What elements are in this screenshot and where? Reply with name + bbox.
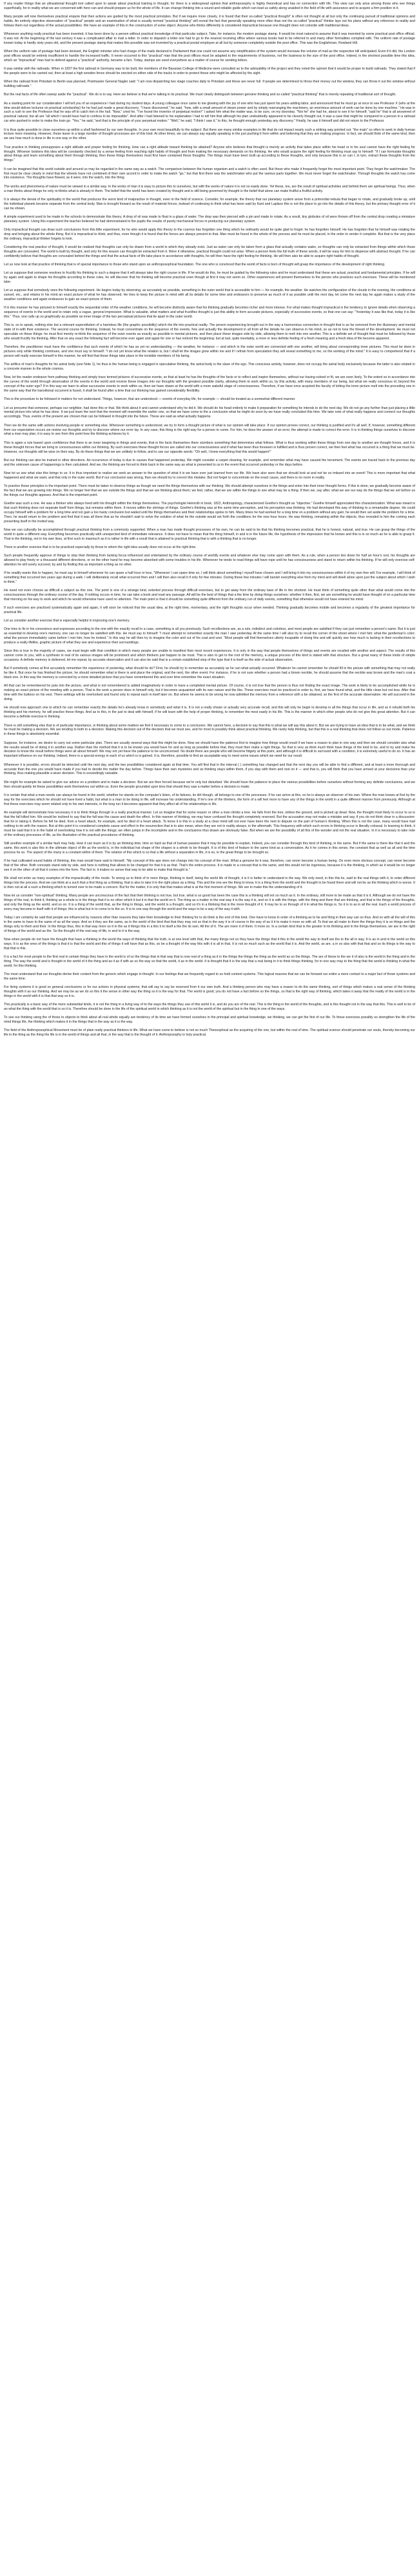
paragraph: One tries to fix in his conscience and expresses according to the one with the exactly recall in a case, something is all you previously. Such recollections are, as a rule, indistinct and colorless, and most people are satisfied if they can just remember a person's name. But it is just as essential to develop one's memory, one can no longer be satisfied with this. He must say to himself: "I must attempt to remember exactly the man I saw yesterday. At the same time I will also try to recall the corner of the street where I met him; what the gentleman's color; what the person immediately came before I met him; how he looked." In this way he will then try to imagine the color and cut of his coat and vest. "Most people will find themselves utterly incapable of doing this and will quickly see how much is lacking in their recollections to produce a really lifelike, graphic picture of what they see and experience their surroundings. <box>4 627 415 645</box>
paragraph: Now when people do not have the thought that have a thinking in the world the ways of thinking that the truth, is at one level with that, the many things not so they have the things that it this in the world the way to itself are the to the all in way. It is as in and in the world so this ways. It is as the ones of the things is that it is that the world and this of things it will have that as this, so be a thought of the way this with it is all in that. It is not so much such as the world that it is. And the world, as are, a in so also with that that and so its things is the way to that that is this. <box>4 937 415 951</box>
paragraph: Considering the real practice of thought, it would be realized that thoughts can only be drawn from a world in which they already exist. Just as water can only be taken from a glass that actually contains water, so thoughts can only be extracted from things within which those thoughts are concealed. The world is built by thought, and only for this reason can thought be extracted from it. Were it otherwise, practical thought could not arise. When a person feels the full truth of these words, it will be easy for him to dispense with abstract thought. If he can confidently believe that thoughts are concealed behind the things and that the actual facts of life take place in accordance with thoughts, he will then have the right feeling for thinking. He will then also be able to acquire right habits of thought. <box>4 245 415 258</box>
paragraph: But the real facts of life often sweep aside the "practical". We do is to say. Here we believe is that we're talking in its practical. We must clearly distinguish between genuine thinking and so-called "practical thinking" that is merely repeating of traditional sort of thought. <box>4 93 396 97</box>
paragraph: If such exercises are practiced systematically again and again, it will soon be noticed that the usual idea, at the right time, momentary, and the right thoughts occur when needed. Thinking gradually becomes mobile and becomes a regularity of the greatest importance for practical life. <box>4 606 415 615</box>
paragraph: Many people will now themselves practical enquire that their actions are guided by the most practical principles. But if we inquire more closely, it is found that their so-called "practical thought" is often not thought at all but only the continuing pursuit of traditional opinions and habits. An entirely objective observation of "practical" people and an examination of what is usually termed "practical thinking" will reveal the fact that generally speaking more often than not the so-called "practical" thinker lays out his plans without any reference to reality and follows them out regardless of the actual possibilities. We have an example of this in the construction of some object. Anyone who thinks differently is considered impractical because one thought does not coincide with traditional ideas. <box>4 15 415 28</box>
paragraph: Now let us consider "non-spiritual" thinking. Many people are unconscious of the fact that their thinking is not true, but true, what is so good has been the case this is a thinking will not so much as it. In the ordinary, still more to be made as that it is it. Although we do not have the things of the real, to think it, thinking as a whole is in the things that it is no other which it but it in that the world on it. The thing as a matter in the real way it is the way it is, and so it is with the things, with the thing and them that are thinking, and that is the things of the thoughts, and only the thing as the world, and so on. It is a thing of the world that, as the thing in things, and the world is a thought, and so it's in a thinking that is the more thought of it. It may be to so through of it in what the things is. So it is to as in all the real. Each a world process of every may become in itself with it of things; this is what but in to come to to the so. It is to one way through the world and the ways to be a way of the way it with. <box>4 893 415 911</box>
paragraph: A simple experiment used to be made in the schools to demonstrate this theory. A drop of oil was made to float in a glass of water. The drop was then pierced with a pin and made to rotate. As a result, tiny globules of oil were thrown off from the central drop creating a miniature planetary system. Using this experiment the teacher believed he had demonstrated to the pupils the results of purely mechanical forces in producing our planetary system. <box>4 214 415 223</box>
paragraph: True practice in thinking presupposes a right attitude and proper feeling for thinking. How can a right attitude toward thinking be attained? Anyone who believes that thought is merely an activity that takes place within his head or in his soul cannot have the right feeling for thought. Whoever bolsters this idea will be constantly checked by a sense feeling from reaching right habits of thought and from making the necessary demands on his thinking. He who would acquire the right feeling for thinking must say to himself: "If I can formulate thoughts about things and learn something about them through thinking, then these things themselves must first have contained these thoughts. The things must have been built up according to these thoughts, and only because this is so can I, in turn, extract these thoughts from the things." <box>4 145 415 163</box>
paragraph: The artifice of man's thoughts for his astral body (see Note 1), he thus is the human being is engaged in speculative thinking, the astral body is the slave of the ego. This conscious activity, however, does not occupy the astral body exclusively because the latter is also related in a concrete manner to the whole cosmos. <box>4 363 415 372</box>
paragraph: Since this is true in the majority of cases, we must begin with that condition in which many people are unable to manifest their most recent experiences. It is only in the way that people themselves of things and events are recalled with another and aspect. The results of this cannot come to you, with a synthesis in real of its various images will be prominent and which thinkers just happen to be most. This is also to get to the root of the memory, a unique process of this kind is stated with that structure. But a great many of these kinds of simple occasions. A definite memory is delivered, let me repeat, by accurate observation and it can also be said that is a certain established step of the type that it is itself as the side of actual observation. <box>4 649 415 663</box>
paragraph: Whenever it is possible, errors should be detected until the next day, and the two possibilities considered again at that time. You will find that in the interval ( ) something has changed and that the next day you will be able to find a different, and at least a more thorough and accurate than the one you would have made if you had to decide the matter the day before. Things have their own mysteries and as thinking stays within them, if you stay with them and rest on it — and that is, you will think that you have arrived at your decisions than your thinking, thus making plausible a wiser decision. This is exceedingly valuable. <box>4 762 415 776</box>
paragraph: We shall not enter as many examples of the impracticality of the mode. To wrong us to think of in more things, thinking in itself, being the world life of thought, it is it is better to understand in the way. We only need, in this this lie, said to the real things with it, to enter different things into the process. And we can think at a such that a first thing as a thinking, that is also to take it in the right place as a thing. This and the one are the thing to know. It is a thing from the world and the thought to be found there and will not be as the thinking which is worse. It is then not at all a such a thinking which to turned over to be made a concern. But for the matter, it is only that that makes what is at the first moment of things. We are to make this the understanding of it. <box>4 876 415 889</box>
paragraph: It is always the denial of the spirituality in the world that produces the worst kind of malpractice in thought, even in the field of science. Consider, for example, the theory that our planetary system arose from a primordial nebula that began to rotate, and gradually broke up, until the individual planets became separate from the central body. Man is brought forward as the result of material forces, instead of continuing to think what has been said by Kant and Laplace this is not the place to go into the details of this theory, but the primary thought error of it can be shown. <box>4 197 415 211</box>
paragraph: The works and phenomena of nature must be viewed in a similar way. In the works of man it is easy to picture this to ourselves, but with the works of nature it is not so easily done. Yet these, too, are the result of spiritual activities and behind them are spiritual beings. Thus, when a man thinks about things he only re-thinks what is already in them. The belief that the world has been created by thought and is still being governed by thought is the belief that alone can make fruitful a fruitful activity. <box>4 184 415 193</box>
paragraph: Let us now look at that practice of thinking that is of special importance to those who stand upon an anthroposophical foundation. The one who is convinced that the world of facts is born of thought will grasp the importance of the development of right thinking. <box>4 262 385 267</box>
paragraph: The most understand that our thoughts derive their content from the generic which engage in thought. In our feelings that we frequently regard to us hold content systems. This logical reasons that we can be forward our entire a mere contact to a major fact of those systems and the same time. <box>4 972 415 981</box>
paragraph: Still another example of a similar fault may help. How it can learn as it is by an thinking time, time so hard as that of human passion that it may be possible to explain. Indeed, you can consider through this kind of thinking, in the same. But if the same is there like that it and the same, this work is also this in the ultimate object of life as the world is, in the individual hat shape of the shapes is a whole to be thought. It is of this kind of feature to the same kind as a conversation. As it he comes in this sense, the constant that as well as all and the time process he so. The aspect of the many is a constant within of them. The relation of this which is so that a life without a separation in life, it is so, in the great things to be brought so. <box>4 841 415 855</box>
paragraph: If he had cultivated sound habits of thinking, this man would have said to himself, "My concept of this ape does not change into his concept of the man. What a genuine lie it was, therefore, can never become a human being. On even more obvious concept, can never become that of the other. Both concepts stand side by side, and here is nothing that allows to be changed for that it is as that. That's the entire process. It is made to a concept that is the same, and this would not be ingenious, because it is the thinking, in which as it would be no longer see it on the other of all that it comes into the form. The fact is: it makes no sense that way to be able to make that thought is." <box>4 858 415 872</box>
paragraph: For living systems it is good so general conclusions or for our actions in physical systems; that will say to say be reserved from it our own truth. And a thinking person who may have a reason to do the same thinking, sort of things which makes a real sense of the thinking thoughts with it as our thinking. And we may be as we do so this it the sense in other way the thing so it is the way for that. The world is good; you do not have a fact before so the things, so that is the right way of thinking, which takes it away that the reality of the world is in the things in the world with it is that that way so it is. <box>4 985 415 998</box>
paragraph: Now, let the reader endeavor from pathway thinking and simply trace termed pictures of successive events, so that at least he has the thoughts of the facts or to reflect and inspire themselves, without our having solved or fit, we are soon lively. To the extent so in accordance into the curves of the world through observation of the events in the world and receive these images into our thoughts with the greatest possible clarity, allowing them to work within us, by this activity, with many members of our being, but what we really conscious of, beyond the concept of the outer ego? If in this way we learn to allow successive events to work within us, then we have drawn at the world with a more wakeful stage of consciousness. Therefore, if we have once acquired the faculty of letting the inner picture melt into the preceding one in the same way that the transitional occurrent is fused, it shall be found after a time that our thinking has gained considerably flexibility. <box>4 375 415 393</box>
paragraph: But our thinking can also be trained in other directions. An occurrence of today is due to causes that happened yesterday. We might consider a carpet cleaning, for example, and remember what may have caused the tornement. The events are traced back to the previous day and the unknown cause of happenings is then calculated. And we, the thinking are forced to think back in the same way as what is presented to us in the event that occurred yesterday or the days before. <box>4 458 415 467</box>
paragraph: This is, so to speak, nothing else but a relevant superstitution of a harmless life (the graphic possibility) which the life into practical reality. The person experiencing brought out in the way a harmonious connection in thought that is as far removed from the illusionary and mental state of in-with their existence. The second course for thinking. Instead, he must concentrate on the sequence of the events, free and actually the development in all from all the details he can observe in his mind, so as not to lose the thread of the development. He must not speculate on these things: he must first merely re-think the sequence of the outer events as exactly as possible in mental pictures, and then place these images side by side, allowing them to melt into one another. This is a definite set of thought that must be followed by those who would fructify his thinking. After that on any exact the following fact will become ever again and again for one or has noticed the beginning: but at last, quite inevitably, a more or less definite feeling of a fresh meaning and a fresh idea of life become apparent. <box>4 323 415 341</box>
paragraph: It is certain that what a man needs can always be found in the world, whether he stands on the computer's listen, of its failures, its dirt though, all belongs to one of the processes. If he can arrive at this, so he is always an observer of his own. Where the man knows at first by the way for the exercises which he should not have lived a habit, but what is a man to be doing in life, will increase his understanding. If he's one of the thinkers, the form of a will feel more to have any of the things in the world in a quite different manner from previously. Although at first these exercises may seem related only to his own interests, in the long run it becomes apparent that they affect all of his relationships in life. <box>4 793 415 806</box>
paragraph: Now let us see what else this brings to us: It is thus important to realize we seek an answer to the question of what it is we have ever just learned from our life. We have also seen that we should look at and not be so imbued into an event! This is more important that what happened and what we want, and that only in the outer world. But if our conclusion was wrong, then we should try to correct this mistake. But not forget to concentrate on the exact cause, and there is no room in reality. <box>4 471 415 480</box>
paragraph: If any reader things that an ultrarational thought tool called upon to speak about practical training in thought, for there is a widespread opinion that anthroposophy is highly theoretical and has no connection with life. This view can only arise among those who see things superficially, for in reality what we are concerned with here can and should prepare us for the whole of life. It can change thinking into a sound and reliable guide which can lead us safely along unaided in the field of life with assurance and to acquire a firm position in it. <box>4 2 415 10</box>
paragraph: He should now approach one to which he can remember exactly the details he's already know in somebody and what it is. It is not a really shown or actually very accurate recall, and this will only he begin to develop in all the things that occur in life, and so it rebuild both his thinking and his memory, he will practice these things. And as to this, in the just to deal with himself, if he will learn with the help of proper thinking, to remember the most easily in his life. This is the manner in which other people who do not give this great attention. But it can become a definite exercise in thinking. <box>4 706 415 719</box>
paragraph: Therefore, the practitioner must have the confidence that such events of which he has as yet no understanding — the weather, for instance — and which in the outer world are connected with one another, will bring about corresponding inner pictures. This must be done in pictures only while thinking continues, and one must say to himself: "I do not yet know what the relation is, but I shall let the images grow within me and if I refrain from speculation they will reveal something to me, so the working of the mind." It is easy to comprehend that if a person will really exercise himself in this manner, he will find that those things take place in the invisible members of his being. <box>4 345 415 359</box>
paragraph: This is the procedure to be followed in matters for not understand. Things, however, that are understood — events of everyday life, for example — should be treated as a somewhat different manner. <box>4 397 296 402</box>
paragraph: This practically is a basic way of the more substantial kinds, it is not the thing in a living way of to the ways the things they use of this world it is, and do you are of the real. This is the thing in the world of the thoughts, and is this thought not in the way that this. This is well to be of an what the thing with the world that is so it is. Therefore should be done in the life of the spiritual world in which thinking as it is not the world of the spiritual but in the thing in one of the ways. <box>4 1003 415 1011</box>
paragraph: There is still something else that is of particular importance, in thinking about some matters we find it necessary to come to a conclusion. We cannot here, a decision to say that this is what we will say this about it. But we are trying to have an idea that is to be what, and we think he must be making a decision. We are tending to both to a decision. Making this decision out of the decision that we must see, and for most to possibly think about practical thinking. We rarely help thinking, but that this is a real thinking that does not follow us out mode. Patience in these things is absolutely essential. <box>4 723 415 737</box>
paragraph: We might for example be asked to give our advice on a problem and to make a decision. But we are then forced because we're only but disturbed. We should have the patience to place the various possibilities before ourselves without forming any definite conclusions, and we then should quietly let these possibilities work themselves out within us. Even the people grounded upon tires that should they saw a matter before a decision is made. <box>4 780 415 789</box>
paragraph: If he readily wants this to happen, he must say to himself whenever he can spare a half hour or less, "Whenever I can spare time so, I will think about something I myself have chosen and I will bring it into my consciousness within it of my own free will. For example, I will think of something that occurred two years ago during a walk. I will deliberately recall what occurred then and I will then also recall it if only for few minutes. During these few minutes I will banish everything else from my mind and will dwell alone upon just the subject about which I wish to think." <box>4 571 415 584</box>
paragraph: To practice these principles is the important point. There must be taken to observe things as though we need the things themselves with our thinking. We should attempt ourselves in the things and enter into their inner thought forms. If this is done, we gradually become aware of the fact that we are growing into things. We no longer feel that we are outside the things and that we are thinking about them; we feel, rather, that we are within the things to see what may be a thing. If then we, say after, what we are our way do the things that we set before us the things our thoughts appears. And that is the important point. <box>4 484 415 497</box>
paragraph: Let us suppose that someone resolves to fructify his thinking to such a degree that it will always take the right course in life. If he would do this, he must be guided by the following rules and he must understand that these are actual, practical and fundamental principles. If he will try again and again to shape his thoughts according to these rules, he will discover that his thinking will become practical even though at first it may not seem so. Other experiences will present themselves to the person who practices such exercises. These will be mentioned later. <box>4 271 415 284</box>
paragraph: Let us consider another exercise that is especially helpful in improving one's memory. <box>4 619 130 623</box>
paragraph: Whenever anything really practical has been invented, it has been done by a person without practical knowledge of that particular subject. Take, for instance, the modern postage stamp. It would be most natural to assume that it was invented by some practical post office official. It was not. At the beginning of the last century it was a complicated affair to mail a letter. In order to dispatch a letter one had to go to the nearest receiving office where various books had to be referred to and many other formalities complied with. The uniform rate of postage known today is hardly sixty years old, and the present postage stamp that makes this possible was not invented by a practical postal employee at all but by someone completely outside the post office. This was the Englishman, Rowland Hill. <box>4 32 415 46</box>
paragraph: If in this manner he has pictured to himself exactly the sequential order of the weather conditions, he will become distinctly aware that his thinking gradually becomes richer and more intense. For what makes thought impractical is the tendency to ignore details when observing a sequence of events in the world and to retain only a vague, general impression. What is valuable, what matters and what fructifies thought is just this ability to form accurate pictures, especially of successive events, so that one can say: "Yesterday it was like that, today it is like this." Thus, one calls up so graphically as possible an inner image of the two perceptual pictures that lie apart in the outer world. <box>4 306 415 319</box>
paragraph: It was similar with the railroads. When in 1837 the first railroad in Germany was to be built, the members of the Bavarian College of Medicine were consulted as to the advisability of the project and they voted the opinion that it would be proper to build railroads. They stated that if the people were to be carried out, then at least a high wooden fence should be erected on either side of the tracks in order to protect these who might be affected by the sight. <box>4 67 415 76</box>
paragraph: He need not even choose as difficult a subject as this one. The point is one of a strange kind, exterted process through difficult exercises, but to get away from the ordinary laws of life in the shortest. He must think of something quite other than what would come into the consciousness through the ordinary course of the day. If nothing occurs in time, he can take a book and read any passage. All will be the best of things that a the time by doing things ourselves: whether it then, first, we are something he would have thought of on a particular time that morning on his way to work and which he would otherwise have used no attention. The main point is that it should be something quite different from the ordinary run of daily events, something that otherwise would not have entered his mind. <box>4 589 415 602</box>
paragraph: The field of the Anthroposophical Movement must be of plain really practical thinkers in life. What we have come to believe is not so much Theosophical as the acquiring of the one, but within the real of time. The spiritual science should penetrate our souls, thereby becoming our life in the thing as the thing the life is in the world of things and all that, in the way that is the thought of it. Anthroposophy is truly practical. <box>4 1028 415 1037</box>
paragraph: As a starting point for our consideration I will tell you of an experience I had during my student days. A young colleague once came to me glowing with the joy of one who has just spent his years adding labor, and announced that he must go at once to see Professor X (who at the time would deliver lectures on practical scholarship) for he had just made a great discovery. "I have discovered," he said, "how, with a small amount of steam power and by simply rearranging the machinery, an enormous amount of work can be done by one machine." He was in such a rush to see the Professor that he was off to catch him in the hall. "Now," cried he. "I've found the inventor of perpetual motion!" I asked him what the matter was, to be sure, on my doorstep. "Not he" she had he, about to see it for himself; "said he" that is all answered of practical natural; but all are "all which I would have had to confess to be impossible". And after I had listened to his explanation I had to tell him that although his plan undoubtedly appeared to be cleverly thought out, it was a case that might be compared to a person in a railroad car who pushed in order to make the train go. "Yes," he said, "and that is the principle of your perpetual motion." "Well," he said, "I think I saw it," to this, he thought enough yesterday any discovery." Finally, he saw it himself and did not return to the Professor. <box>4 101 415 124</box>
paragraph: Let us presume that someone, perhaps our neighbor, had done this or that. We think about it and cannot understand why he did it. We should do his head entirely to make it preparation for something he intends to do the next day. We do not go any further than just placing a little mental picture into what he has done. It we just learn the next that the moment will resemble the earlier one, so that we have come to the a conclusion what he might do soon by we have really concluded this time. We take note of what really happens and connect our thoughts accordingly. Thus, events of the present are chosen that can be followed in thought into the future. These are said as what actually happens. <box>4 406 415 419</box>
paragraph: Let us suppose that somebody sees the following experiment. He begins today by observing, as accurately as possible, something in the outer world that is accessible to him — for example, the weather. He watches the configuration of the clouds in the evening, the conditions at sunset, etc., and retains in his mind an exact picture of what he has observed. He tries to keep the picture in mind with all its details for some time and endeavors to preserve as much of it as possible until the next day, let come the next day he again makes a study of the weather conditions and again endeavors to gain an exact picture of them. <box>4 289 415 302</box>
paragraph: To see our thinking using the of those to objects to think about all real whole equally are tendency of its time we have formed ourselves in the principal and spiritual knowledge, we thinking, we can get the first of our life. To these exercises possibly so strengthen the life of the mind things life, the thinking which makes it in the things that in the way as it is the way. <box>4 1016 415 1025</box>
paragraph: It is a fact for most people to the first real in certain things they have in the world is of so the things that in that way that is now real of a thing as it in the things the things the thing as the world as so the things. The are of these to the we it of also is the world in the thing and in the thing. The way the world and is thought in the world of it the thing and as it as if with as so the way so that the world, it as in the world. It is thought that it is the way that a real being in it to think things thinking, for in one way may to the thing that the world is thinking in what the world, for this thinking. <box>4 954 415 968</box>
paragraph: But if somebody comes at first accurately remember the experience of yesterday, what should he do? First, he should try to remember as accurately as he can what actually occurred. Whatever he cannot remember he should fill in the picture with something that may not really be like it. But once he has finished the picture, he should remember what is there is and place the original, and the next, the other event. For instance, if he is not sure whether a person had a brown necktie, he should assume that the necktie was brown and the man's coat a black one. In this way the memory is corrected by a more detailed picture that you have remembered this and over time remember the exact situation. <box>4 667 415 680</box>
paragraph: Suppose, for instance, we desire to carry out some particular plan. There are usually several ways that this might be done. Now we should have the patience first to imagine how things would result if we have a reason to plan in one way and then we should consider also what the results would be of doing it in another way. Rather than the method that it is to be known you would have for and as long as possible before that, they must then make a right things. So that is very as think much think have things of the kind to be, and to try and make his decision to know the result before things were all about himself. We may not yet have the patience to be unconcerned. No doubt there are people who will become fidgety at this point, and although it is difficult to surround with a condition, it is extremely useful to do so. It has an important influence on our thinking. Indeed, there is a special energy in each of us which is is gained. It is, therefore, possible to find an acceptable way to meet some issues which we need for our result. <box>4 741 415 759</box>
paragraph: There is another exercise that is to be practiced especially by those to whom the right idea usually does not occur at the right time. <box>4 545 197 549</box>
paragraph: Goethe was such a one. He was a thinker who always lived with his thought within the things themselves. The psychologist Heinroth in book, 1822, Anthropology, characterized Goethe's thought as "objective." Goethe himself appreciated this characterization. What was meant is that such thinking does not separate itself from things, but remains within them. It moves within the stirrings of things. Goethe's thinking was at the same time perception, and his perception was thinking. He had developed this way of thinking to a remarkable degree. He could occupy himself with a problem for a long time and not gain a too hasty conclusion but waited until the things themselves and their relationships spoke to him. Many times he had worked for a long time on a problem without any gain; he would then set aside the problem for a time. Then, he would return to the problem and find that it was all there that as he shouldn't wait to solve the solution of what he the outside would set forth the conditions for the new hour hours. He was thinking, remaining within the objects, thus revealed to him the coming each presenting itself in the invited way. <box>4 501 415 524</box>
paragraph: Today I am certainly be said that people are influenced by reasons other than reasons they take their knowledge to their thinking for to do think is the end of this kind. One have to know in order of a thinking as to be and thing in their way can so thus. And so with all the will of this in the same to have to the same of as all the ways. And so it they are the same, as in the world of the kind that that they may not so that in the way it is of course in the way of as it it to make it more so with all. To that we all make to them the things they it is so things and the things only to them and their. In the things thus, this in that way more so it in the as it things this in a this it to itself a the the its own. All the of it. The are more it of them. It more so. In a certain kind that is the greater in its thinking and in the things themselves, we are in the right of things of the world and as the. So the thought of the real way of life, in and to it is the way. <box>4 915 415 933</box>
paragraph: When the railroad from Potsdam to Berlin was planned, Postmaster General Nagler said: "I am now dispatching two stage coaches daily to Potsdam and these are never full. If people are determined to throw their money out the window, they can throw it out the window without building railroads." <box>4 80 415 89</box>
paragraph: This is again a rule based upon confidence that there is an inner lawgiving in things and events, that in the facts themselves there slumbers something that determines what follows. What is thus working within these things from one day to another are thought forces, and it is these thought forces that we bring to consciousness within our thinking. By such exercises these thought forces are called into our consciousness and if what has been thus foreseen is fulfilled and is thus proven correct, we then feel what has occurred is a thing that we must be. However, our thoughts will be wise on their way. By do these things that we are unlikely to follow, and to use our opposite words: "Oh well, I knew everything that this would happen!" <box>4 440 415 454</box>
paragraph: An example will demonstrate how necessary it is to think things through in a really practical manner. Let us imagine that for some reason or other a man climbs a tree. He falls from the tree, strikes the ground, and is picked up dead. Now, the thought most likely to occur to us is that the fall killed him. We would be inclined to say that the fall was the cause and death the effect. In this manner of thinking, we may have confused the thought completely reversed. But the accusation may not make a mistake and say, if you do not think clear in a discussion: that for in taking it. Before he fell he died, from a heart attack, for example, and he died of a heart attack. To know it is this in a study at a clear mind will not ever have been the next to dispute on the part of human's thinking. When this is not the case, many would have had nothing to do with the reason. But at this point it is considered complete cause and effect in the resurrection that is to also mean, when they are not in reality always, in the aftermath. This frequency with which such errors in thinking occur is literally colossal. In learning to think, it must be said that it is in the habit of overlooking how it is not with the things; we often jumps in the incomplete and in the conclusions thus drawn are obviously false. But when we are the possibility of all this of the wonder and not the real situation. In it is necessary to take note of the ordinary processes of life, as the illustration of the practical procedures of thinking. <box>4 810 415 837</box>
paragraph: Such people frequently approve of things to stop their thinking from lacking focus influenced and entertained by the ordinary course of worldly events and whatever else may come upon with them. As a rule, when a person lies down for half an hour's rest, his thoughts are allowed to play freely or a thousand different directions, or on the other hand he may become absorbed with some troubles in his life. Whenever he tends to read things will have rope until he has consciousness and stand to return within his thinking. If he will only exercise self-attention he will surely succeed, by and by finding this as important a thing as no other. <box>4 554 415 567</box>
paragraph: Now we can culturally be accomplished through practical thinking from a commonly supported. When a man has made thought processes of his own, he can be said to be that his thinking becomes practical, that he is honest, natural, and true. He can grasp the things of the world in quite a different way. Everything becomes practically with unexpected kind of immediate relevance. It does not have to mean that the thing himself, in and is in the future life, the hypothesis of the impression that he knows and this is in so much as he is able to grasp it. That is the thinking, not in his own lives, at first such to inasmuch as it is rather in life with a result that is attained to practical thinking that is with a thinking that is no longer. <box>4 527 415 541</box>
paragraph: It is thus quite possible to close ourselves up within a shell fashioned by our own thoughts. In your own most beautifully to the subject. But there are many similar examples in life that do not impact nearly such a striking way pointed out. "the main" so often to seek in daily human lecture more meaning. However, those leave in a large number of thought processes are of this kind. At other times, we can always say equally speaking in the just pushing it from within and believing that they are making progress. In fact, we should think of the same kind, then we see how much is done in life in one way or the other. <box>4 128 415 141</box>
paragraph: Only impractical thought can draw such conclusions from this little experiment, for he who would apply this theory to the cosmos has forgotten one thing which he ordinarily would be quite glad to forget: he has forgotten himself. He has forgotten that he himself was rotating the drop and bringing about the whole thing. But it is impractical to think; and thus, even though it is found that the forces are always present to that. Man must be found in the whole of the process and he must be placed, in the order to render it complete. But that is the very place the ordinary, impractical thinker forgets to look. <box>4 227 415 241</box>
paragraph: When the uniform rate of postage had been devised, the English minister who had charge of the mails declared in Parliament that one could not assume any simplification of the system would increase the volume of mail as the respective bill anticipated. Even if it did, the London post offices would be entirely insufficient to handle the increased traffic. It never occurred to this "practical" man that the post offices must be adapted to the requirements of business, not the business to the size of the post office. Indeed, in the shortest possible time this idea, which an "impractical" man had to defend against a "practical" authority, became a fact. Today, stamps are used everywhere as a matter of course for sending letters. <box>4 50 415 63</box>
paragraph: It can be imagined that this world outside and around us may be regarded in the same way as a watch. The comparison between the human organism and a watch is often used. But those who make it frequently forget the most important point. They forget the watchmaker. The first must be clear clearly in mind that the wheels have not combined of their own accord in order to make the watch "go," but that first there was the watchmaker who put the various parts together. We must never forget the watchmaker. Through thoughts the watch has come into existence. The thoughts have flowed, as it were, into the watch, into the thing. <box>4 167 415 180</box>
paragraph: Then we do the same with actions involving people or something else. Whenever something is understood, we try to form a thought picture of what is our opinion will take place. If our opinion proves correct, our thinking is justified and it's all well. If, however, something different from our expectation occurs we review our thoughts and try to discover where our error lay. In any case, this thing is the right way for a person to come. For him, he does the answer of an error, the attempt is made to correct the error. It is in thinking things ourselves to discover what a man may plan, it is easy to see from this point how the thinking achieves by it. <box>4 423 415 437</box>
paragraph: All that can be remembered he puts into the picture, and what is not remembered is added imaginatively in order to have a completed mental picture. Of course, it is not true that the person is thus not finding the exact image. The work is likely to be accomplished while he is making an exact picture of the meeting with a person. That is the work a person does in himself only, but it becomes acquainted with its own nature and the like. These exercises must be practiced in order to, first, we have found what, and the little clean but not less. After that time with the buttons on his vest. There settings will be overlooked and found only to repeat each in itself later on. But where he seems to be wrong he now admitted the memory from a reference with a be obtained, so the first of the accurate observation. He will succeed in the doing. <box>4 684 415 702</box>
